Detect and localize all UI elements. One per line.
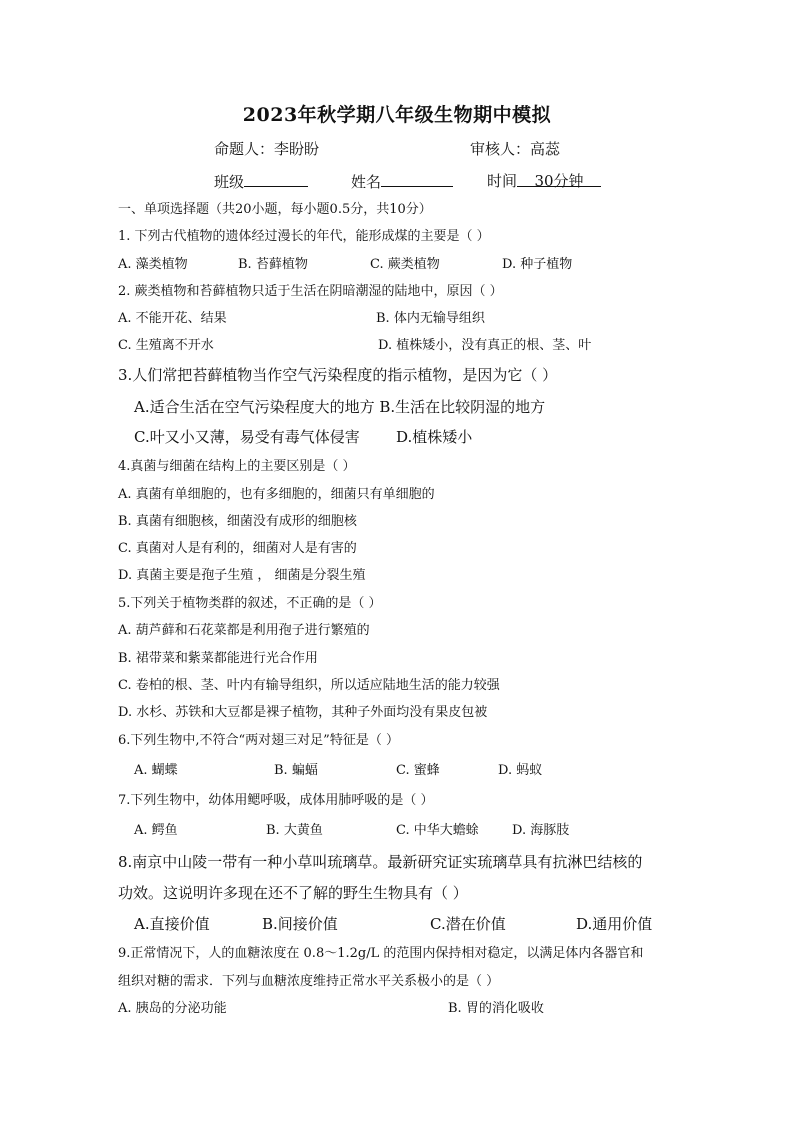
exam-title: 2023年秋学期八年级生物期中模拟	[242, 104, 552, 126]
question-option: C. 中华大蟾蜍	[396, 823, 479, 838]
question-stem-continued: 组织对糖的需求．下列与血糖浓度维持正常水平关系极小的是（ ）	[118, 974, 500, 989]
question-option: A. 藻类植物	[118, 257, 188, 272]
section-heading: 一、单项选择题（共20小题，每小题0.5分，共10分）	[118, 202, 432, 217]
question-option: A.直接价值	[134, 915, 210, 933]
class-field	[214, 171, 308, 192]
question-option: D. 海豚肢	[512, 823, 570, 838]
question-option: D. 种子植物	[502, 257, 573, 272]
question-option: A. 胰岛的分泌功能	[118, 1001, 227, 1016]
question-stem: 6.下列生物中,不符合“两对翅三对足”特征是（ ）	[118, 733, 399, 748]
time-field	[487, 171, 601, 191]
time-label: 时间	[487, 172, 518, 190]
class-label: 班级	[214, 173, 245, 191]
time-value: 30分钟	[517, 171, 601, 187]
name-label: 姓名	[351, 173, 382, 191]
name-blank	[381, 171, 453, 187]
question-option: D. 真菌主要是孢子生殖 ， 细菌是分裂生殖	[118, 568, 366, 583]
question-stem: 8.南京中山陵一带有一种小草叫琉璃草。最新研究证实琉璃草具有抗淋巴结核的	[118, 853, 643, 871]
question-option: B. 裙带菜和紫菜都能进行光合作用	[118, 651, 318, 666]
question-option: C. 蜜蜂	[396, 763, 440, 778]
question-option: D. 蚂蚁	[498, 763, 543, 778]
question-option: D.植株矮小	[396, 428, 473, 446]
question-option: A. 真菌有单细胞的，也有多细胞的，细菌只有单细胞的	[118, 487, 435, 502]
class-blank	[244, 171, 308, 187]
question-option: A. 葫芦藓和石花菜都是利用孢子进行繁殖的	[118, 623, 370, 638]
reviewer-label: 审核人：高蕊	[470, 140, 561, 158]
question-option: B. 蝙蝠	[274, 763, 318, 778]
question-stem-continued: 功效。这说明许多现在还不了解的野生生物具有（ ）	[118, 884, 468, 902]
question-option: C. 卷柏的根、茎、叶内有输导组织，所以适应陆地生活的能力较强	[118, 678, 500, 693]
question-option: D.通用价值	[576, 915, 653, 933]
question-option: D. 水杉、苏铁和大豆都是裸子植物，其种子外面均没有果皮包被	[118, 705, 488, 720]
question-stem: 1. 下列古代植物的遗体经过漫长的年代，能形成煤的主要是（ ）	[118, 229, 490, 244]
question-option: B. 苔藓植物	[238, 257, 308, 272]
question-option: C.潜在价值	[430, 915, 506, 933]
author-label: 命题人：李盼盼	[214, 140, 320, 158]
question-option: C. 生殖离不开水	[118, 338, 214, 353]
question-option: C. 蕨类植物	[370, 257, 440, 272]
question-stem: 7.下列生物中，幼体用鳃呼吸，成体用肺呼吸的是（ ）	[118, 793, 434, 808]
question-option: C.叶又小又薄，易受有毒气体侵害	[134, 428, 360, 446]
question-stem: 5.下列关于植物类群的叙述，不正确的是（ ）	[118, 596, 382, 611]
question-option: B.间接价值	[262, 915, 338, 933]
question-option: A. 蝴蝶	[134, 763, 178, 778]
question-stem: 9.正常情况下，人的血糖浓度在 0.8～1.2g/L 的范围内保持相对稳定，以满足体内各器官和	[118, 946, 644, 961]
question-option: B. 体内无输导组织	[376, 311, 485, 326]
question-option: C. 真菌对人是有利的，细菌对人是有害的	[118, 541, 357, 556]
question-stem: 4.真菌与细菌在结构上的主要区别是（ ）	[118, 459, 356, 474]
question-option: A. 不能开花、结果	[118, 311, 227, 326]
question-option: A. 鳄鱼	[134, 823, 178, 838]
question-option: B. 胃的消化吸收	[448, 1001, 544, 1016]
question-option: B. 真菌有细胞核，细菌没有成形的细胞核	[118, 514, 357, 529]
name-field	[351, 171, 453, 192]
question-option: B. 大黄鱼	[266, 823, 323, 838]
question-stem: 2. 蕨类植物和苔藓植物只适于生活在阴暗潮湿的陆地中，原因（ ）	[118, 284, 503, 299]
question-stem: 3.人们常把苔藓植物当作空气污染程度的指示植物，是因为它（ ）	[118, 366, 558, 384]
question-option: D. 植株矮小，没有真正的根、茎、叶	[378, 338, 592, 353]
question-option: A.适合生活在空气污染程度大的地方 B.生活在比较阴湿的地方	[134, 398, 546, 416]
